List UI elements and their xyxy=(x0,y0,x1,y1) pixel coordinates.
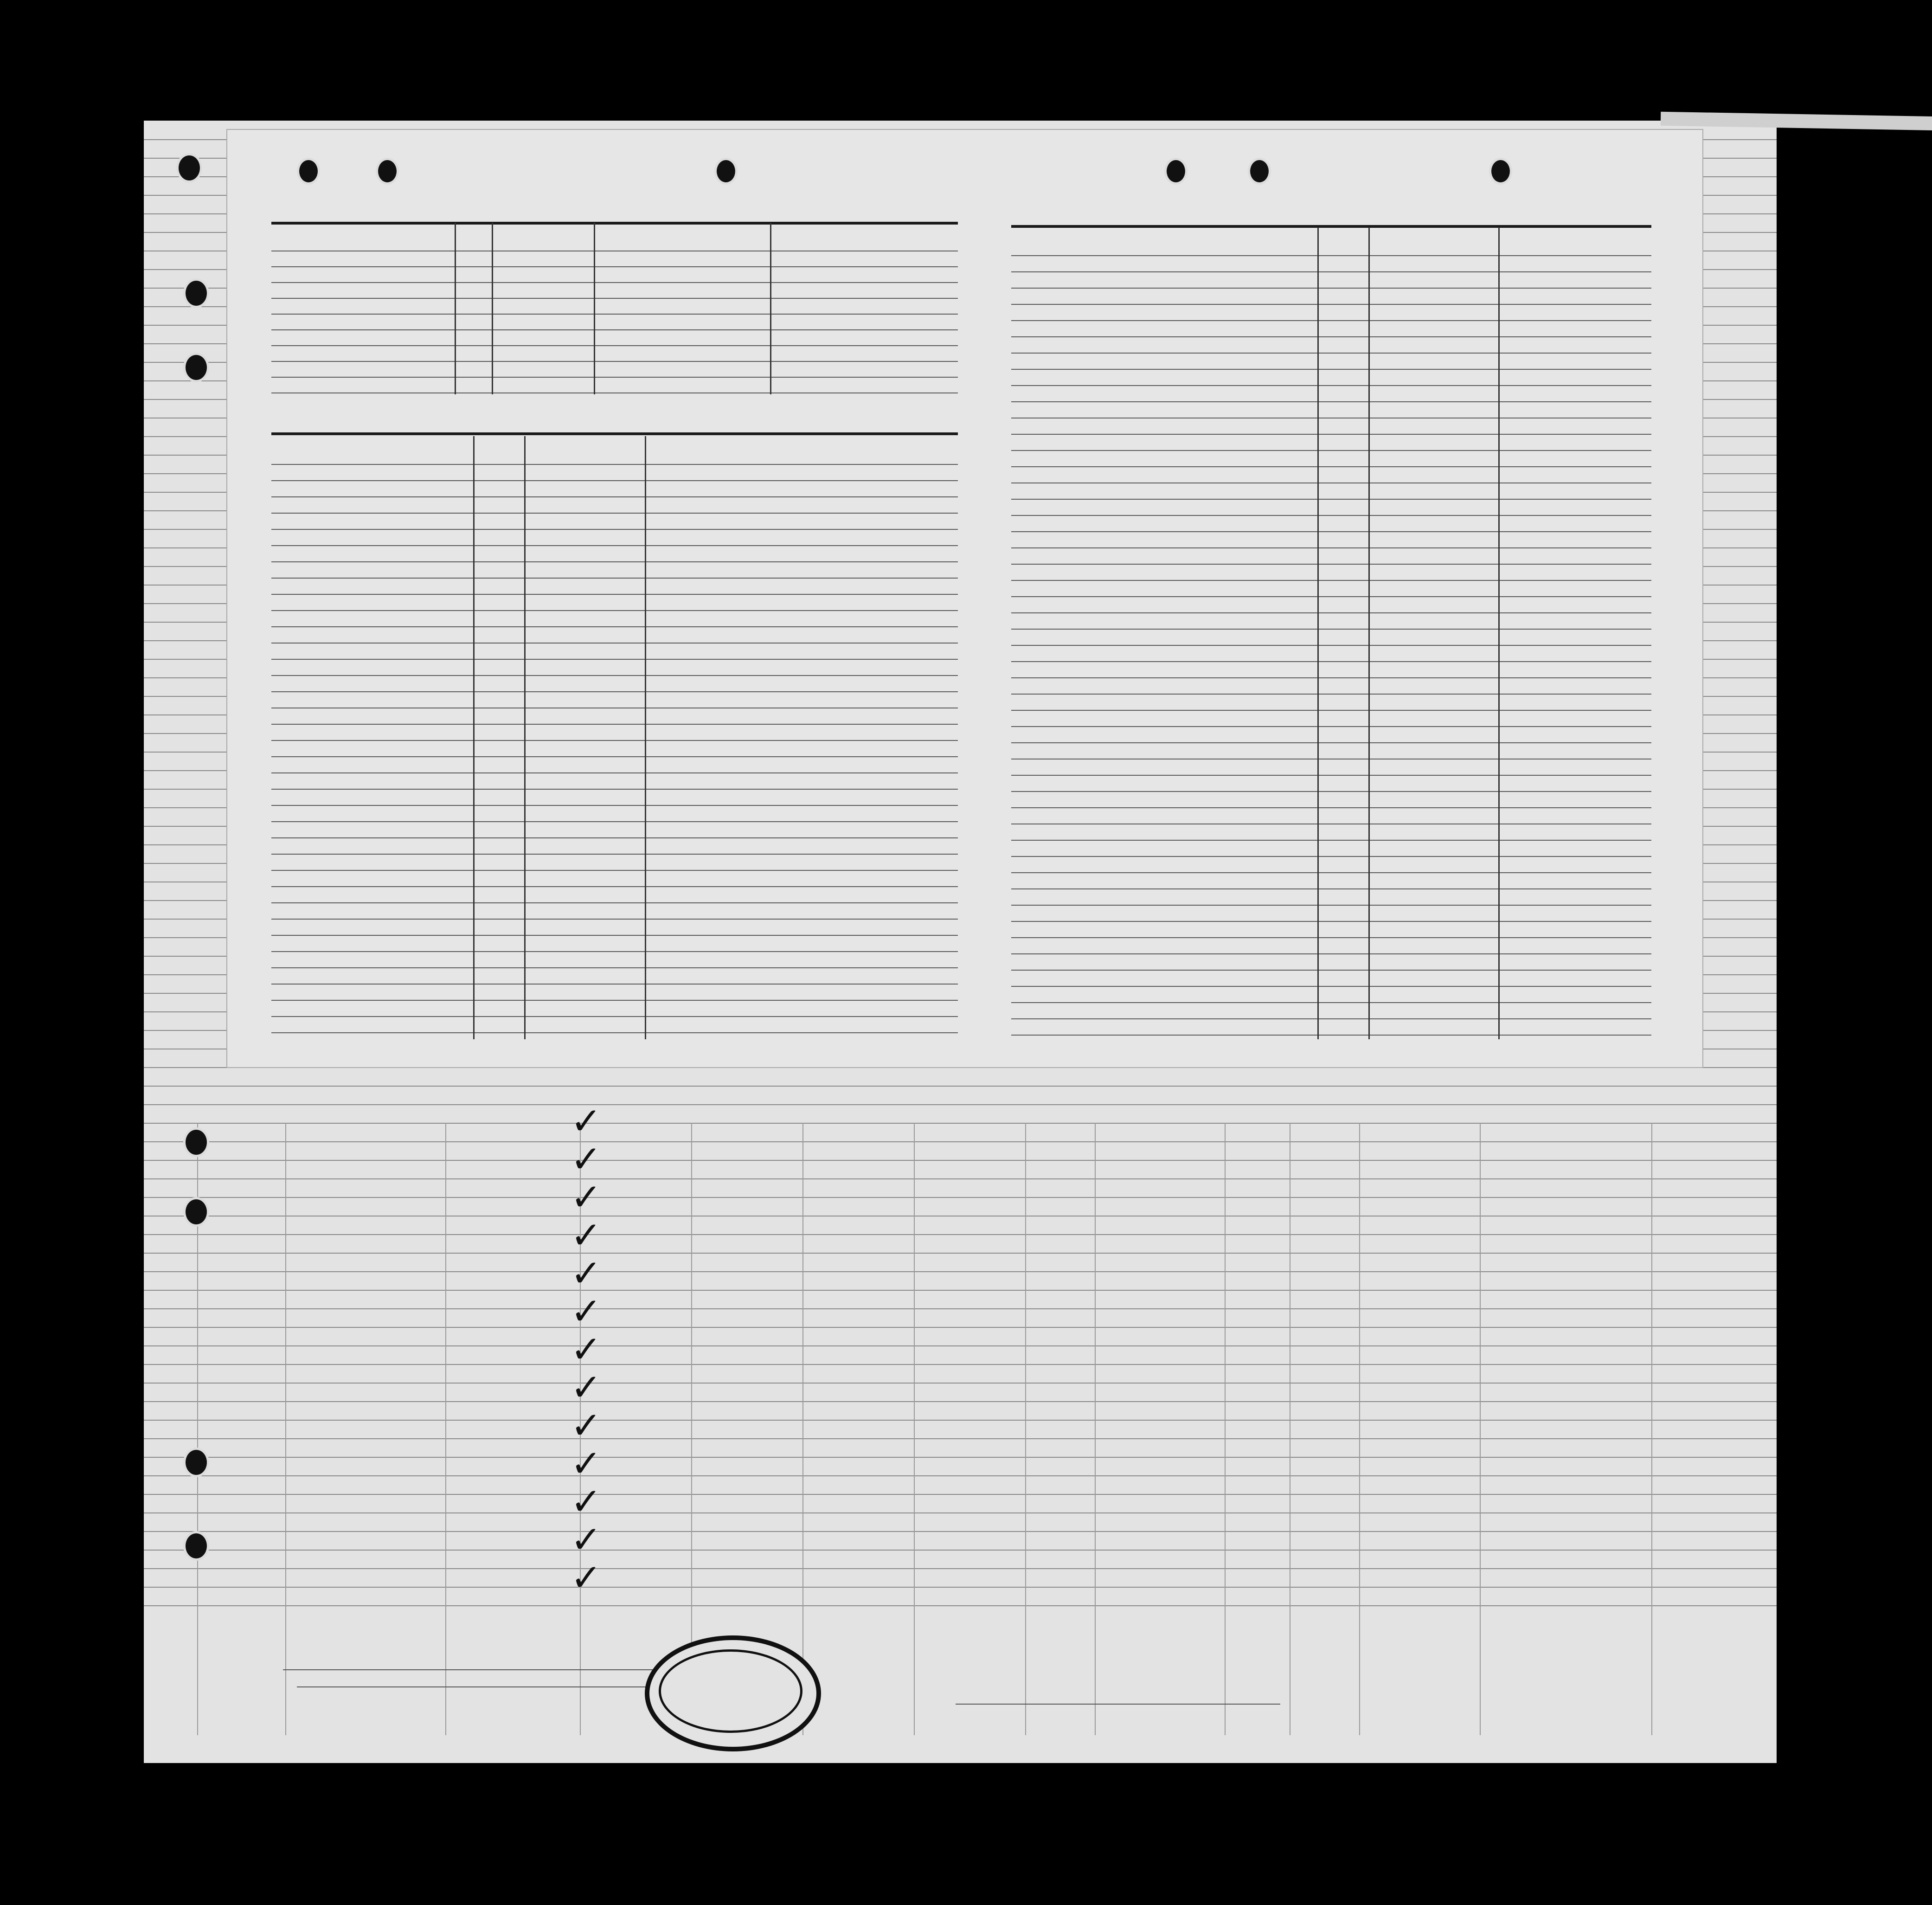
ruled-line xyxy=(1011,255,1651,256)
check-mark: ✓ xyxy=(571,1556,602,1599)
row-rule xyxy=(144,1550,1777,1551)
ruled-line xyxy=(271,610,958,611)
ruled-line xyxy=(1011,596,1651,597)
row-rule xyxy=(144,1160,1777,1161)
ruled-line xyxy=(271,740,958,741)
ruled-line xyxy=(1011,986,1651,987)
check-mark: ✓ xyxy=(571,1138,602,1181)
ruled-line xyxy=(1011,726,1651,727)
stamp-inner-ring xyxy=(659,1649,802,1733)
row-rule xyxy=(144,1253,1777,1254)
ruled-line xyxy=(1011,953,1651,954)
ruled-line xyxy=(271,837,958,838)
row-rule xyxy=(144,1587,1777,1588)
ruled-line xyxy=(271,659,958,660)
ship-name-vertical xyxy=(153,431,209,626)
ruled-line xyxy=(271,691,958,692)
ruled-line xyxy=(1011,320,1651,321)
ruled-line xyxy=(1011,401,1651,402)
column-divider xyxy=(770,223,771,394)
row-rule xyxy=(144,1086,1777,1087)
ruled-line xyxy=(1011,840,1651,841)
check-mark: ✓ xyxy=(571,1176,602,1219)
column-divider xyxy=(473,436,475,1039)
column-rule xyxy=(1359,1123,1360,1735)
row-rule xyxy=(144,1512,1777,1513)
ruled-line xyxy=(1011,564,1651,565)
ruled-line xyxy=(271,496,958,497)
ruled-line xyxy=(271,377,958,378)
ruled-line xyxy=(271,870,958,871)
ruled-line xyxy=(271,345,958,346)
punch-hole xyxy=(297,158,320,185)
column-rule xyxy=(1225,1123,1226,1735)
ruled-line xyxy=(1011,694,1651,695)
overlay-sheet xyxy=(227,130,1702,1067)
ruled-line xyxy=(271,529,958,530)
ruled-line xyxy=(1011,661,1651,662)
ruled-line xyxy=(271,1016,958,1017)
punch-hole xyxy=(183,1448,209,1477)
ruled-line xyxy=(1011,970,1651,971)
check-mark: ✓ xyxy=(571,1214,602,1257)
row-rule xyxy=(144,1364,1777,1365)
ruled-line xyxy=(1011,905,1651,906)
ruled-line xyxy=(271,821,958,822)
check-mark: ✓ xyxy=(571,1442,602,1485)
ruled-line xyxy=(1011,450,1651,451)
ruled-line xyxy=(271,724,958,725)
ruled-line xyxy=(1011,612,1651,613)
rule xyxy=(271,432,958,435)
ruled-line xyxy=(1011,856,1651,857)
check-mark: ✓ xyxy=(571,1290,602,1333)
ruled-line xyxy=(271,464,958,465)
ruled-line xyxy=(1011,807,1651,808)
column-divider xyxy=(1498,227,1500,1039)
row-rule xyxy=(144,1475,1777,1476)
ruled-line xyxy=(1011,677,1651,678)
column-rule xyxy=(914,1123,915,1735)
ruled-line xyxy=(271,643,958,644)
ruled-line xyxy=(271,314,958,315)
ruled-line xyxy=(271,935,958,936)
punch-hole xyxy=(714,158,738,185)
ruled-line xyxy=(1011,385,1651,386)
ruled-line xyxy=(1011,369,1651,370)
column-rule xyxy=(1651,1123,1652,1735)
ruled-line xyxy=(1011,791,1651,792)
punch-hole xyxy=(1164,158,1187,185)
row-rule xyxy=(144,1420,1777,1421)
row-rule xyxy=(144,1308,1777,1309)
ruled-line xyxy=(271,805,958,806)
ruled-line xyxy=(1011,1035,1651,1036)
ruled-line xyxy=(271,594,958,595)
ruled-line xyxy=(271,967,958,968)
row-rule xyxy=(144,1178,1777,1179)
ruled-line xyxy=(1011,710,1651,711)
column-divider xyxy=(645,436,646,1039)
column-rule xyxy=(1025,1123,1026,1735)
ruled-line xyxy=(271,756,958,757)
ruled-line xyxy=(271,886,958,887)
ruled-line xyxy=(271,561,958,562)
row-rule xyxy=(144,1327,1777,1328)
ruled-line xyxy=(1011,353,1651,354)
row-rule xyxy=(144,1531,1777,1532)
ruled-line xyxy=(1011,775,1651,776)
rule xyxy=(1011,225,1651,228)
column-divider xyxy=(524,436,526,1039)
ruled-line xyxy=(1011,937,1651,938)
column-divider xyxy=(492,223,493,394)
ruled-line xyxy=(271,951,958,952)
row-rule xyxy=(144,1345,1777,1346)
punch-hole xyxy=(183,278,209,308)
ruled-line xyxy=(271,919,958,920)
ruled-line xyxy=(1011,629,1651,630)
ruled-line xyxy=(271,789,958,790)
mm-office-stamp xyxy=(645,1635,821,1751)
ruled-line xyxy=(1011,336,1651,337)
punch-hole xyxy=(183,353,209,382)
ruled-line xyxy=(1011,271,1651,272)
ruled-line xyxy=(1011,580,1651,581)
row-rule xyxy=(144,1271,1777,1272)
punch-hole xyxy=(183,1197,209,1227)
ruled-line xyxy=(271,361,958,362)
column-rule xyxy=(285,1123,286,1735)
ruled-line xyxy=(1011,742,1651,743)
check-mark: ✓ xyxy=(571,1518,602,1561)
ruled-line xyxy=(1011,645,1651,646)
ruled-line xyxy=(271,282,958,283)
column-rule xyxy=(1480,1123,1481,1735)
column-divider xyxy=(1368,227,1370,1039)
ruled-line xyxy=(1011,304,1651,305)
ruled-line xyxy=(271,854,958,855)
column-rule xyxy=(445,1123,446,1735)
ruled-line xyxy=(1011,515,1651,516)
check-mark: ✓ xyxy=(571,1252,602,1295)
row-rule xyxy=(144,1568,1777,1569)
ruled-line xyxy=(271,513,958,514)
row-rule xyxy=(144,1141,1777,1142)
ruled-line xyxy=(271,266,958,267)
page-fold xyxy=(1661,112,1932,130)
row-rule xyxy=(144,1457,1777,1458)
check-mark: ✓ xyxy=(571,1100,602,1143)
ruled-line xyxy=(271,480,958,481)
ruled-line xyxy=(271,329,958,330)
ruled-line xyxy=(1011,888,1651,889)
ruled-line xyxy=(271,675,958,676)
ruled-line xyxy=(271,626,958,627)
column-rule xyxy=(802,1123,803,1735)
ruled-line xyxy=(271,1000,958,1001)
check-mark: ✓ xyxy=(571,1480,602,1523)
row-rule xyxy=(144,1438,1777,1439)
punch-hole xyxy=(376,158,399,185)
ruled-line xyxy=(1011,466,1651,467)
punch-hole xyxy=(183,1127,209,1157)
row-rule xyxy=(144,1605,1777,1606)
row-rule xyxy=(144,1067,1777,1068)
row-rule xyxy=(144,1401,1777,1402)
check-mark: ✓ xyxy=(571,1328,602,1371)
row-rule xyxy=(144,1197,1777,1198)
ruled-line xyxy=(1011,921,1651,922)
rule xyxy=(271,222,958,225)
row-rule xyxy=(144,1123,1777,1124)
column-rule xyxy=(1095,1123,1096,1735)
ruled-line xyxy=(1011,288,1651,289)
punch-hole xyxy=(1248,158,1271,185)
ruled-line xyxy=(271,298,958,299)
check-mark: ✓ xyxy=(571,1366,602,1409)
ruled-line xyxy=(271,578,958,579)
row-rule xyxy=(144,1290,1777,1291)
ruled-line xyxy=(1011,531,1651,532)
row-rule xyxy=(144,1494,1777,1495)
column-divider xyxy=(1317,227,1319,1039)
check-mark: ✓ xyxy=(571,1404,602,1447)
ruled-line xyxy=(1011,434,1651,435)
punch-hole xyxy=(183,1531,209,1561)
column-divider xyxy=(455,223,456,394)
ruled-line xyxy=(271,984,958,985)
ruled-line xyxy=(1011,547,1651,548)
punch-hole xyxy=(176,153,202,183)
ruled-line xyxy=(1011,1002,1651,1003)
ruled-line xyxy=(271,772,958,773)
column-divider xyxy=(594,223,595,394)
punch-hole xyxy=(1489,158,1512,185)
row-rule xyxy=(144,1104,1777,1105)
ruled-line xyxy=(1011,499,1651,500)
inspector-rule xyxy=(956,1704,1280,1705)
ruled-line xyxy=(1011,1018,1651,1019)
row-rule xyxy=(144,1234,1777,1235)
ruled-line xyxy=(271,1032,958,1033)
ruled-line xyxy=(271,545,958,546)
row-rule xyxy=(144,1383,1777,1384)
ruled-line xyxy=(1011,872,1651,873)
ruled-line xyxy=(271,902,958,903)
